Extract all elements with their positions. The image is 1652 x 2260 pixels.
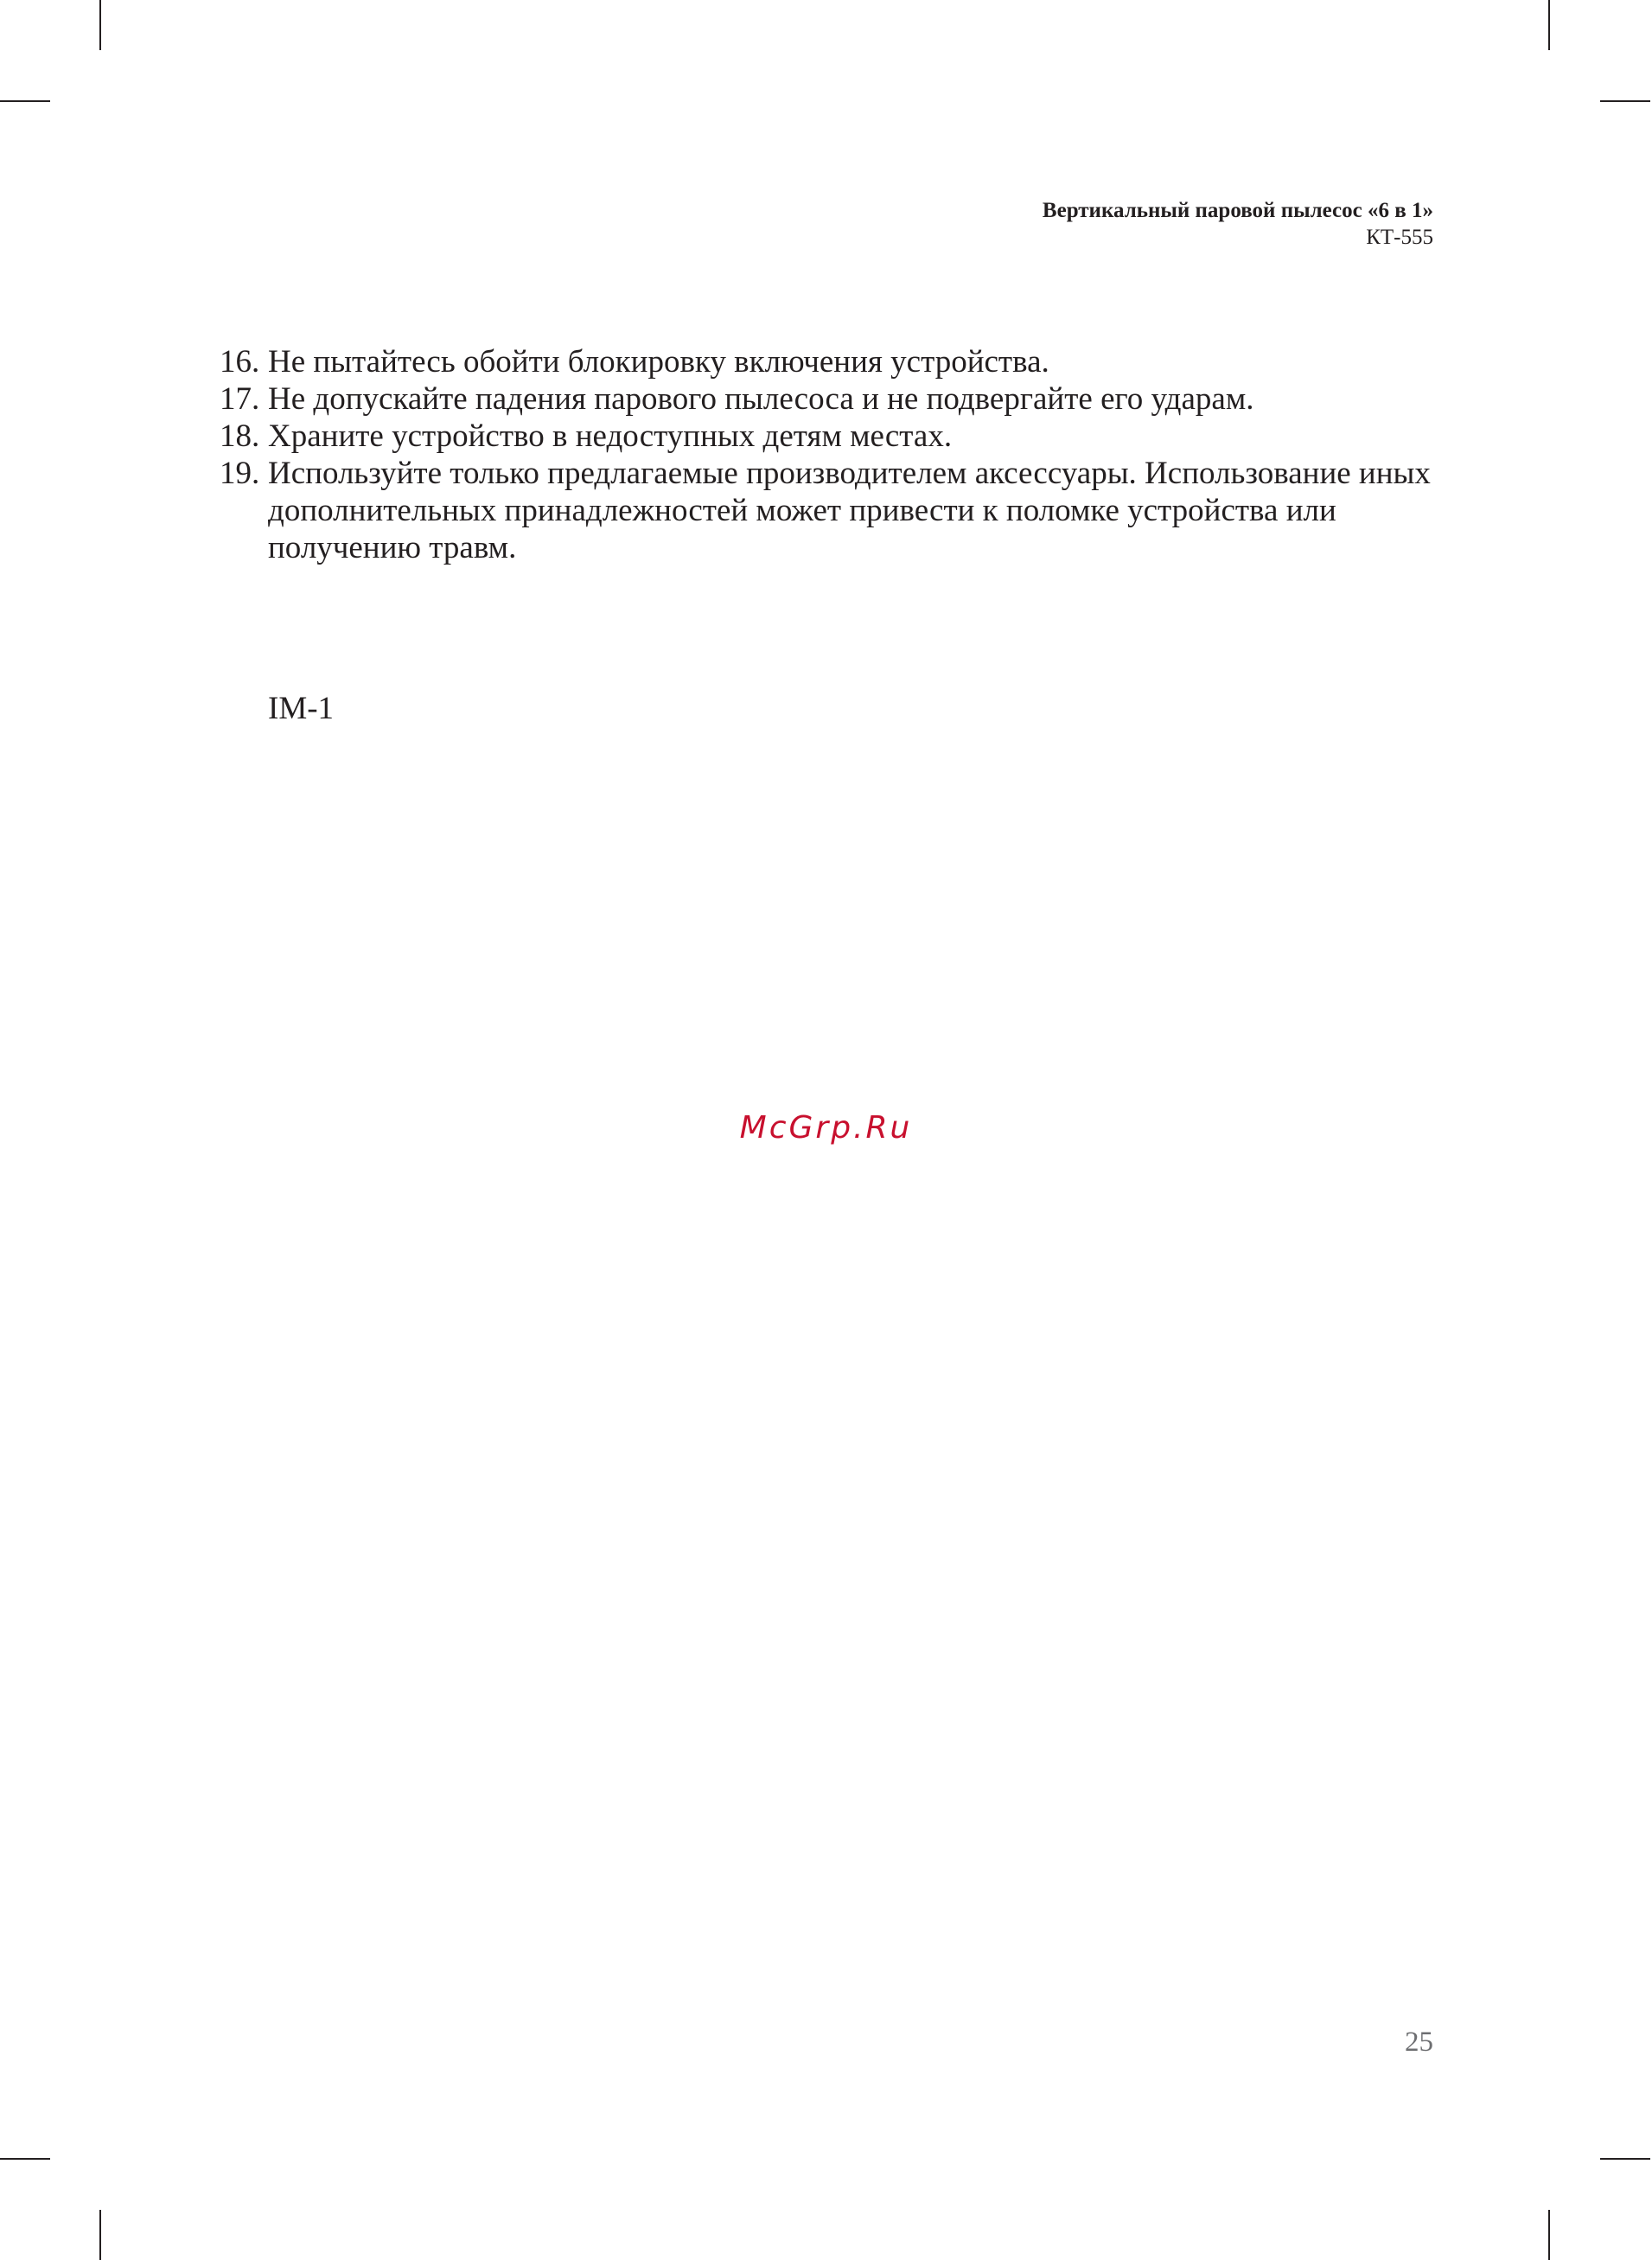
crop-mark-bottom-right-vertical	[1548, 2210, 1550, 2260]
watermark: McGrp.Ru	[739, 1110, 913, 1146]
running-header	[1043, 197, 1433, 252]
header-model: КТ-555	[1366, 226, 1433, 250]
crop-mark-bottom-left-vertical	[99, 2210, 101, 2260]
crop-mark-bottom-right-horizontal	[1600, 2158, 1650, 2160]
list-item-text: Не допускайте падения парового пылесоса и не подвергайте его ударам.	[268, 381, 1254, 417]
list-item-number: 19.	[220, 456, 260, 491]
list-item	[220, 455, 1433, 566]
list-item-number: 16.	[220, 344, 260, 380]
crop-mark-top-right-vertical	[1548, 0, 1550, 50]
list-item-number: 18.	[220, 418, 260, 454]
list-item	[220, 418, 1433, 455]
page-number: 25	[1405, 2027, 1433, 2058]
list-item	[220, 343, 1433, 380]
crop-mark-top-right-horizontal	[1600, 100, 1650, 102]
list-item-number: 17.	[220, 381, 260, 417]
list-item-text: Не пытайтесь обойти блокировку включения устройства.	[268, 344, 1049, 380]
document-code: IM-1	[268, 691, 335, 726]
list-item-text: Храните устройство в недоступных детям местах.	[268, 418, 953, 454]
header-title: Вертикальный паровой пылесос «6 в 1»	[1042, 199, 1433, 222]
crop-mark-bottom-left-horizontal	[0, 2158, 50, 2160]
list-item	[220, 380, 1433, 418]
safety-instructions-list	[220, 343, 1433, 566]
crop-mark-top-left-horizontal	[0, 100, 50, 102]
list-item-text: Используйте только предлагаемые производителем аксессуары. Использование иных дополнительных принадлежностей может привести к поломке устройства или получению травм.	[268, 456, 1431, 565]
crop-mark-top-left-vertical	[99, 0, 101, 50]
